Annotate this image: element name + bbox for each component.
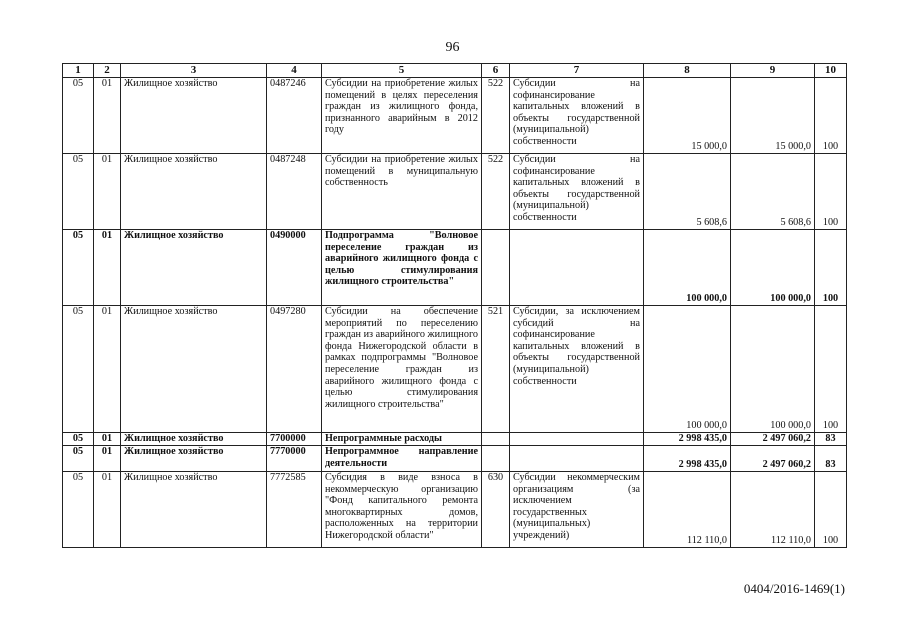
execution-percent: 100 [815, 154, 847, 230]
section-name: Жилищное хозяйство [121, 78, 267, 154]
section-code: 05 [63, 230, 94, 306]
expense-type-code: 522 [482, 154, 510, 230]
target-article-code: 7770000 [267, 446, 322, 472]
section-name: Жилищное хозяйство [121, 433, 267, 446]
subsection-code: 01 [94, 78, 121, 154]
article-name: Подпрограмма "Волновое переселение граждан из аварийного жилищного фонда с целью стимулирования жилищного строительства" [322, 230, 482, 306]
section-name: Жилищное хозяйство [121, 472, 267, 548]
section-code: 05 [63, 154, 94, 230]
expense-type-name [510, 230, 644, 306]
column-header: 3 [121, 64, 267, 78]
subsection-code: 01 [94, 433, 121, 446]
target-article-code: 0487246 [267, 78, 322, 154]
column-header: 1 [63, 64, 94, 78]
section-code: 05 [63, 472, 94, 548]
section-code: 05 [63, 433, 94, 446]
execution-percent: 100 [815, 230, 847, 306]
column-header: 6 [482, 64, 510, 78]
expense-type-name: Субсидии некоммерческим организациям (за исключением государственных (муниципальных) учреждений) [510, 472, 644, 548]
subsection-code: 01 [94, 154, 121, 230]
expense-type-code: 522 [482, 78, 510, 154]
expense-type-code: 521 [482, 306, 510, 433]
target-article-code: 0490000 [267, 230, 322, 306]
budget-table [62, 63, 847, 548]
column-header: 7 [510, 64, 644, 78]
column-header: 2 [94, 64, 121, 78]
planned-amount: 5 608,6 [644, 154, 731, 230]
article-name: Непрограммное направление деятельности [322, 446, 482, 472]
table-row [63, 154, 847, 230]
section-name: Жилищное хозяйство [121, 306, 267, 433]
section-name: Жилищное хозяйство [121, 446, 267, 472]
article-name: Субсидии на приобретение жилых помещений в муниципальную собственность [322, 154, 482, 230]
column-header: 4 [267, 64, 322, 78]
expense-type-code [482, 433, 510, 446]
execution-percent: 100 [815, 472, 847, 548]
executed-amount: 15 000,0 [731, 78, 815, 154]
planned-amount: 112 110,0 [644, 472, 731, 548]
subsection-code: 01 [94, 306, 121, 433]
document-code: 0404/2016-1469(1) [743, 581, 845, 596]
planned-amount: 2 998 435,0 [644, 446, 731, 472]
subsection-code: 01 [94, 472, 121, 548]
expense-type-code [482, 230, 510, 306]
planned-amount: 15 000,0 [644, 78, 731, 154]
target-article-code: 7772585 [267, 472, 322, 548]
planned-amount: 100 000,0 [644, 306, 731, 433]
table-row [63, 306, 847, 433]
execution-percent: 100 [815, 78, 847, 154]
execution-percent: 100 [815, 306, 847, 433]
planned-amount: 100 000,0 [644, 230, 731, 306]
table-row [63, 78, 847, 154]
executed-amount: 100 000,0 [731, 306, 815, 433]
execution-percent: 83 [815, 446, 847, 472]
article-name: Субсидии на обеспечение мероприятий по переселению граждан из аварийного жилищного фонда Нижегородской области в рамках подпрограммы "Волновое переселение граждан из аварийного жилищного фонда с целью стимулирования жилищного строительства" [322, 306, 482, 433]
header-row [63, 64, 847, 78]
target-article-code: 0487248 [267, 154, 322, 230]
planned-amount: 2 998 435,0 [644, 433, 731, 446]
section-code: 05 [63, 306, 94, 433]
subsection-code: 01 [94, 446, 121, 472]
expense-type-name: Субсидии, за исключением субсидий на софинансирование капитальных вложений в объекты государственной (муниципальной) собственности [510, 306, 644, 433]
expense-type-name [510, 433, 644, 446]
executed-amount: 2 497 060,2 [731, 446, 815, 472]
section-code: 05 [63, 78, 94, 154]
page-number: 96 [445, 40, 460, 55]
executed-amount: 100 000,0 [731, 230, 815, 306]
table-row [63, 472, 847, 548]
target-article-code: 0497280 [267, 306, 322, 433]
executed-amount: 2 497 060,2 [731, 433, 815, 446]
article-name: Непрограммные расходы [322, 433, 482, 446]
expense-type-name: Субсидии на софинансирование капитальных вложений в объекты государственной (муниципальной) собственности [510, 154, 644, 230]
table-row [63, 433, 847, 446]
article-name: Субсидии на приобретение жилых помещений в целях переселения граждан из жилищного фонда, признанного аварийным в 2012 году [322, 78, 482, 154]
table-row [63, 230, 847, 306]
expense-type-code: 630 [482, 472, 510, 548]
execution-percent: 83 [815, 433, 847, 446]
section-name: Жилищное хозяйство [121, 230, 267, 306]
column-header: 8 [644, 64, 731, 78]
column-header: 5 [322, 64, 482, 78]
section-name: Жилищное хозяйство [121, 154, 267, 230]
table-row [63, 446, 847, 472]
article-name: Субсидия в виде взноса в некоммерческую организацию "Фонд капитального ремонта многоквартирных домов, расположенных на территории Нижегородской области" [322, 472, 482, 548]
expense-type-name: Субсидии на софинансирование капитальных вложений в объекты государственной (муниципальной) собственности [510, 78, 644, 154]
expense-type-code [482, 446, 510, 472]
column-header: 9 [731, 64, 815, 78]
section-code: 05 [63, 446, 94, 472]
expense-type-name [510, 446, 644, 472]
subsection-code: 01 [94, 230, 121, 306]
executed-amount: 5 608,6 [731, 154, 815, 230]
executed-amount: 112 110,0 [731, 472, 815, 548]
column-header: 10 [815, 64, 847, 78]
target-article-code: 7700000 [267, 433, 322, 446]
